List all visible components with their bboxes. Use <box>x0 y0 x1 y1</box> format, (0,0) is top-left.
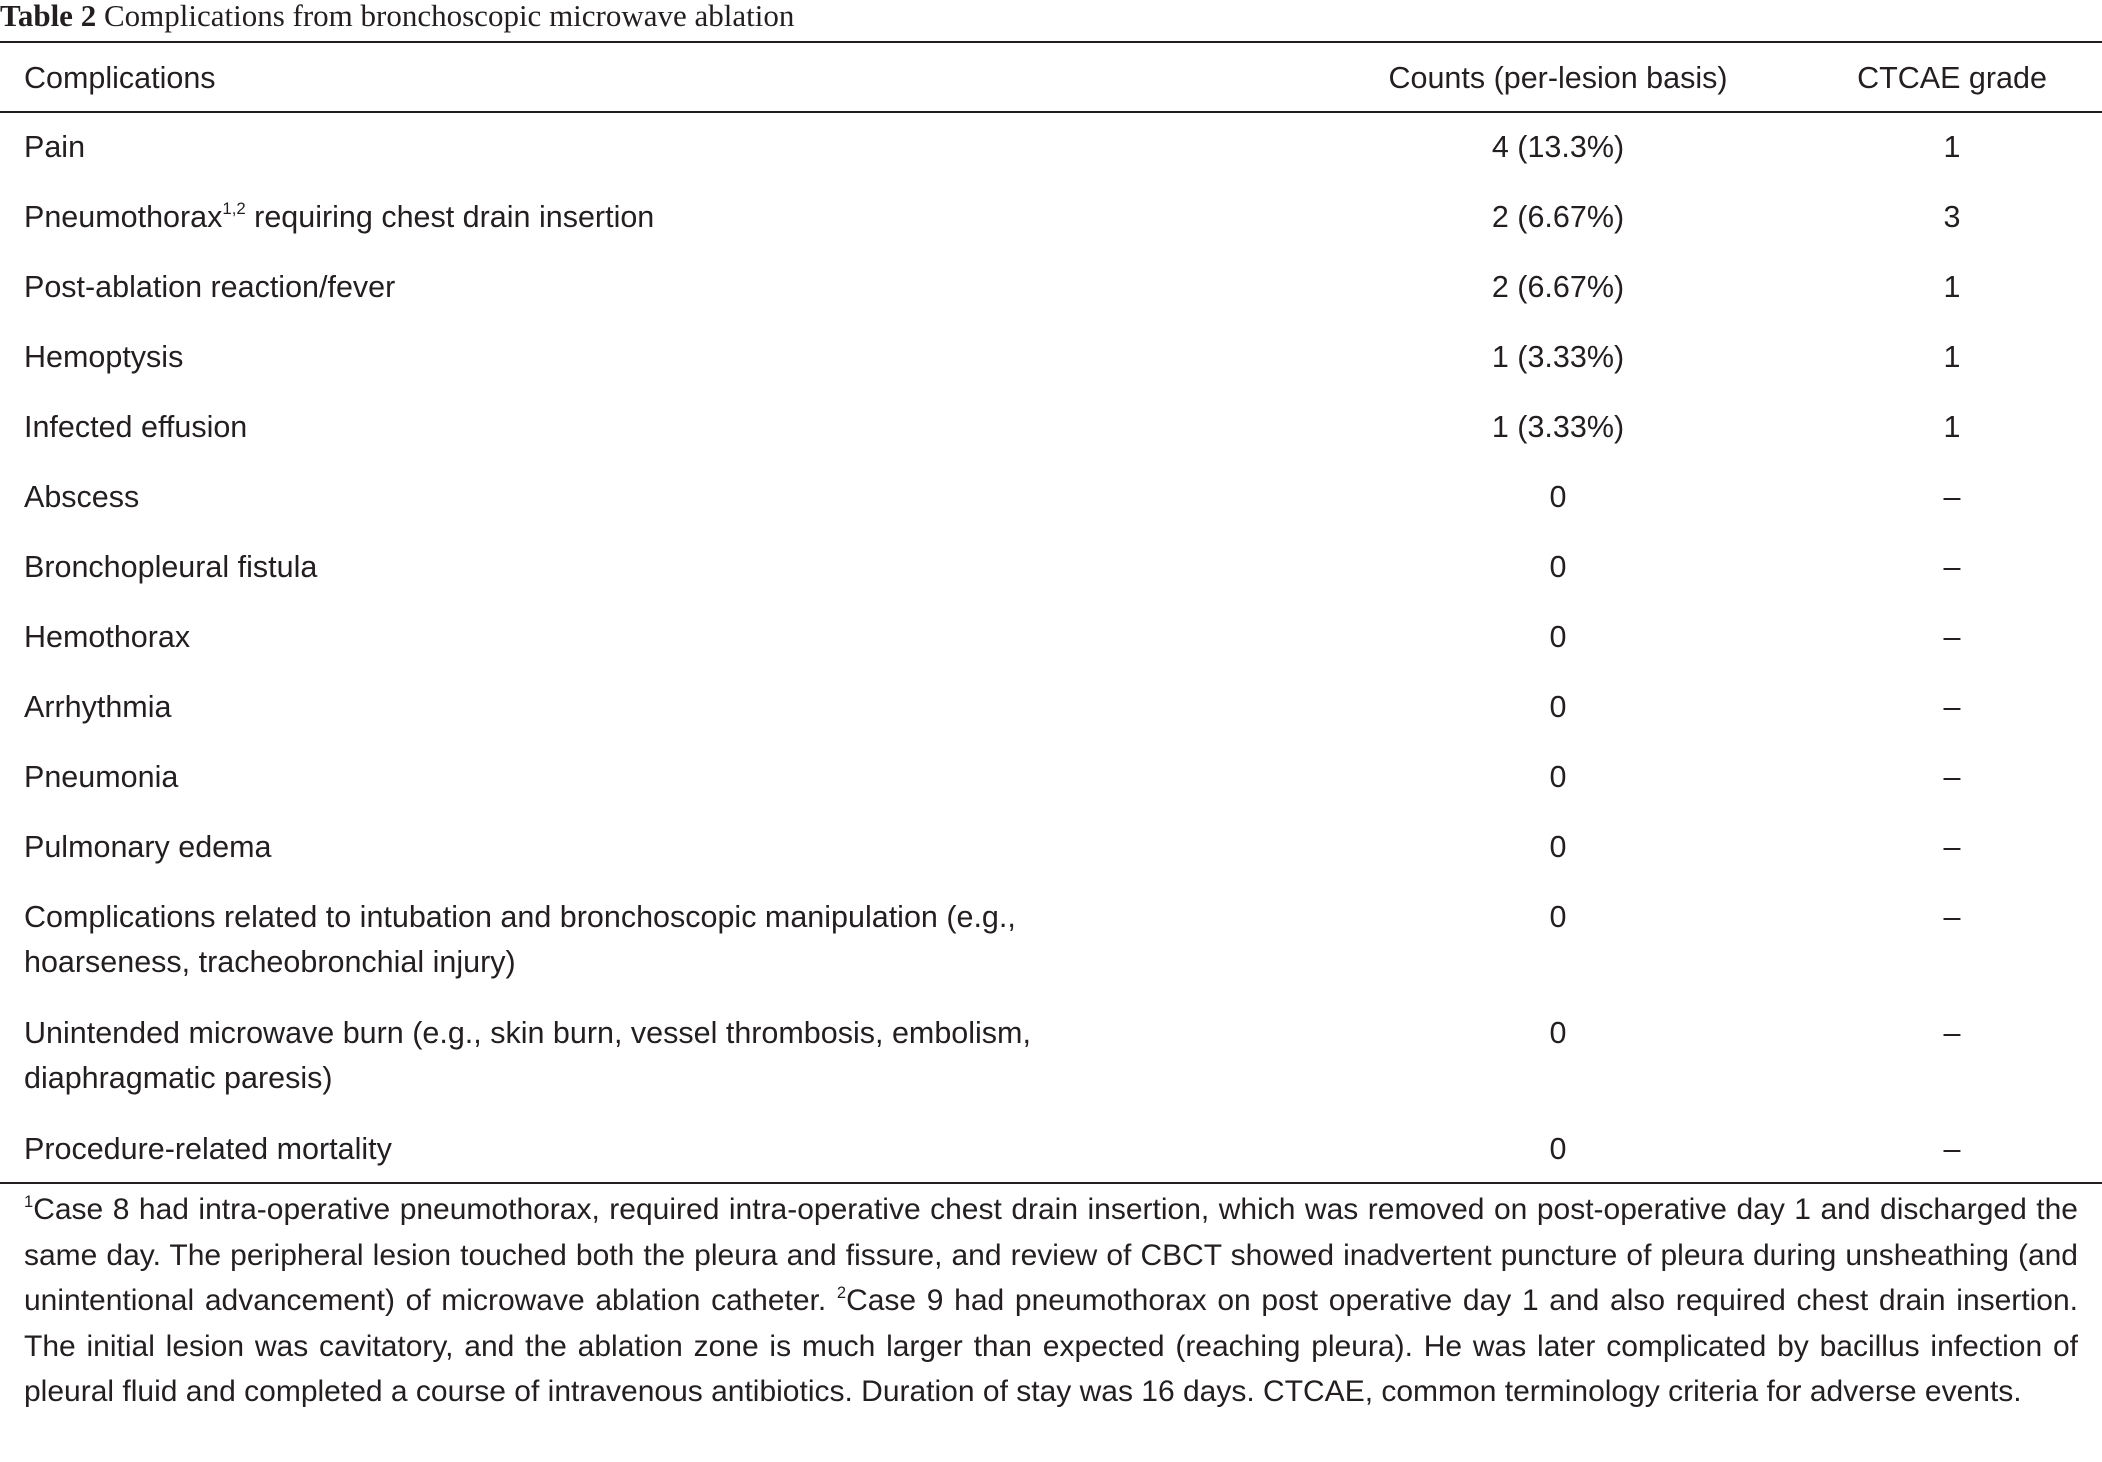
cell-complication: Pneumonia <box>24 760 179 794</box>
table-caption <box>0 0 794 32</box>
cell-complication: Hemoptysis <box>24 340 184 374</box>
cell-count: 0 <box>1549 1016 1567 1050</box>
cell-count: 0 <box>1549 690 1567 724</box>
top-rule <box>0 41 2102 43</box>
cell-grade: – <box>1943 1132 1961 1166</box>
cell-complication: Complications related to intubation and bronchoscopic manipulation (e.g., <box>24 900 1016 934</box>
complication-text: Pneumothorax <box>24 200 223 234</box>
cell-grade: 1 <box>1943 130 1961 164</box>
cell-count: 0 <box>1549 550 1567 584</box>
footnote-text-2: Case 9 had pneumothorax on post operative day 1 and also required chest drain insertion. The initial lesion was cavitatory, and the ablation zone is much larger than expected (reaching pleura). He was later complicated by bacillus infection of pleural fluid and completed a course of intravenous antibiotics. Duration of stay was 16 days. CTCAE, common terminology criteria for adverse events. <box>24 1284 2079 1408</box>
cell-count: 1 (3.33%) <box>1491 340 1625 374</box>
footnote-ref: 1,2 <box>222 199 246 219</box>
cell-complication-line2: diaphragmatic paresis) <box>24 1061 333 1095</box>
cell-complication: Arrhythmia <box>24 690 172 724</box>
table-footnote <box>24 1187 2078 1415</box>
cell-count: 0 <box>1549 760 1567 794</box>
cell-complication: Post-ablation reaction/fever <box>24 270 396 304</box>
cell-count: 2 (6.67%) <box>1491 200 1625 234</box>
caption-label: Table 2 <box>0 0 97 33</box>
cell-complication: Procedure-related mortality <box>24 1132 392 1166</box>
cell-grade: – <box>1943 830 1961 864</box>
caption-text: Complications from bronchoscopic microwave ablation <box>103 0 795 33</box>
cell-complication: Unintended microwave burn (e.g., skin burn, vessel thrombosis, embolism, <box>24 1016 1031 1050</box>
cell-count: 1 (3.33%) <box>1491 410 1625 444</box>
cell-grade: – <box>1943 760 1961 794</box>
cell-complication: Abscess <box>24 480 140 514</box>
cell-count: 0 <box>1549 830 1567 864</box>
cell-complication: Hemothorax <box>24 620 191 654</box>
footnote-marker-1: 1 <box>24 1192 34 1211</box>
cell-grade: – <box>1943 620 1961 654</box>
footnote-marker-2: 2 <box>836 1283 847 1302</box>
cell-complication: Infected effusion <box>24 410 248 444</box>
bottom-rule <box>0 1182 2102 1184</box>
cell-count: 4 (13.3%) <box>1491 130 1625 164</box>
cell-complication: Pain <box>24 130 86 164</box>
cell-complication: Pulmonary edema <box>24 830 272 864</box>
cell-complication: Bronchopleural fistula <box>24 550 318 584</box>
cell-grade: – <box>1943 550 1961 584</box>
cell-grade: – <box>1943 480 1961 514</box>
cell-complication-line2: hoarseness, tracheobronchial injury) <box>24 945 516 979</box>
cell-count: 0 <box>1549 480 1567 514</box>
header-complications: Complications <box>24 61 216 95</box>
cell-grade: 1 <box>1943 270 1961 304</box>
cell-grade: – <box>1943 900 1961 934</box>
cell-grade: – <box>1943 1016 1961 1050</box>
cell-count: 0 <box>1549 620 1567 654</box>
cell-grade: 1 <box>1943 340 1961 374</box>
footnote-text-1: Case 8 had intra-operative pneumothorax, required intra-operative chest drain insertion, which was removed on post-operative day 1 and discharged the same day. The peripheral lesion touched both the pleura and fissure, and review of CBCT showed inadvertent puncture of pleura during unsheathing (and unintentional advancement) of microwave ablation catheter. <box>24 1193 2078 1317</box>
cell-grade: 3 <box>1943 200 1961 234</box>
header-rule <box>0 111 2102 113</box>
cell-count: 0 <box>1549 1132 1567 1166</box>
header-ctcae-grade: CTCAE grade <box>1857 61 2047 95</box>
cell-count: 0 <box>1549 900 1567 934</box>
cell-grade: – <box>1943 690 1961 724</box>
cell-grade: 1 <box>1943 410 1961 444</box>
complication-text-rest: requiring chest drain insertion <box>245 200 655 234</box>
cell-count: 2 (6.67%) <box>1491 270 1625 304</box>
header-counts: Counts (per-lesion basis) <box>1388 61 1728 95</box>
cell-complication <box>24 195 654 240</box>
